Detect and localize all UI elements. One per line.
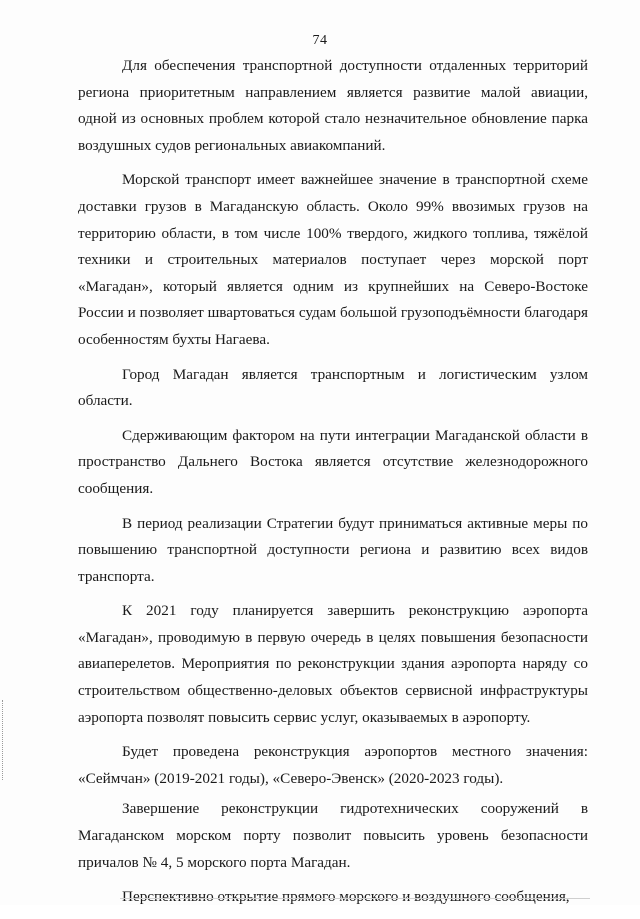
paragraph-magadan-hub: Город Магадан является транспортным и логистическим узлом области. (78, 365, 588, 410)
paragraph-port-hydro-structures: Завершение реконструкции гидротехнических сооружений в Магаданском морском порту позволит повысить уровень безопасности причалов № 4, 5 морского порта Магадан. (78, 800, 588, 871)
paragraph-sea-transport: Морской транспорт имеет важнейшее значение в транспортной схеме доставки грузов в Магаданскую область. Около 99% ввозимых грузов на территорию области, в том числе 100% твердого, жидкого топлива, тяжёлой техники и строительных материалов поступает через морской порт «Магадан», который является одним из крупнейших на Северо-Востоке России и позволяет швартоваться судам большой грузоподъёмности благодаря особенностям бухты Нагаева. (78, 171, 588, 348)
paragraph-local-airports: Будет проведена реконструкция аэропортов местного значения: «Сеймчан» (2019-2021 годы), «Северо-Эвенск» (2020-2023 годы). (78, 743, 588, 787)
paragraph-strategy-measures: В период реализации Стратегии будут приниматься активные меры по повышению транспортной доступности региона и развитию всех видов транспорта. (78, 514, 588, 585)
scan-edge-marks (2, 700, 6, 780)
bottom-scan-line (120, 898, 590, 899)
page-number: 74 (312, 33, 328, 48)
paragraph-airport-reconstruction: К 2021 году планируется завершить реконструкцию аэропорта «Магадан», проводимую в первую очередь в целях повышения безопасности авиаперелетов. Мероприятия по реконструкции здания аэропорта наряду со строительством общественно-деловых объектов сервисной инфраструктуры аэропорта позволят повысить сервис услуг, оказываемых в аэропорту. (78, 602, 588, 726)
paragraph-railway-absence: Сдерживающим фактором на пути интеграции Магаданской области в пространство Дальнего Востока является отсутствие железнодорожного сообщения. (78, 426, 588, 497)
paragraph-small-aviation: Для обеспечения транспортной доступности отдаленных территорий региона приоритетным направлением является развитие малой авиации, одной из основных проблем которой стало незначительное обновление парка воздушных судов региональных авиакомпаний. (78, 57, 588, 154)
paragraph-direct-connection: Перспективно открытие прямого морского и воздушного сообщения, (122, 888, 570, 906)
document-body (78, 53, 588, 919)
